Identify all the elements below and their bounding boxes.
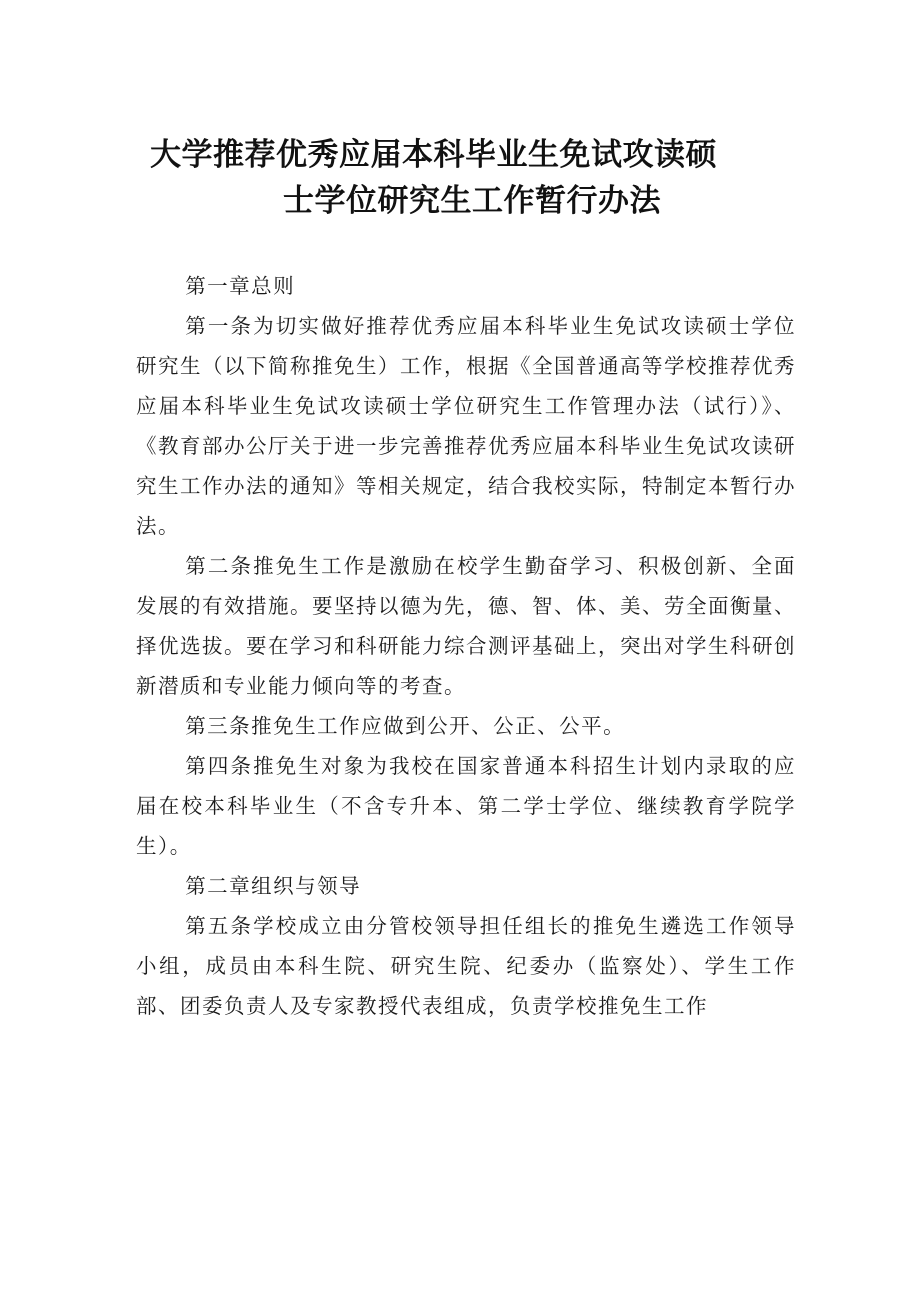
document-title	[0, 132, 920, 224]
title-line-2: 士学位研究生工作暂行办法	[283, 183, 661, 219]
article-3: 第三条推免生工作应做到公开、公正、公平。	[185, 714, 626, 738]
document-body	[136, 266, 796, 1026]
title-line-1: 大学推荐优秀应届本科毕业生免试攻读硕	[150, 137, 717, 173]
article-4: 第四条推免生对象为我校在国家普通本科招生计划内录取的应届在校本科毕业生（不含专升本、第二学士学位、继续教育学院学生）。	[136, 754, 796, 858]
article-1: 第一条为切实做好推荐优秀应届本科毕业生免试攻读硕士学位研究生（以下简称推免生）工作，根据《全国普通高等学校推荐优秀应届本科毕业生免试攻读硕士学位研究生工作管理办法（试行）》、《教育部办公厅关于进一步完善推荐优秀应届本科毕业生免试攻读研究生工作办法的通知》等相关规定，结合我校实际，特制定本暂行办法。	[136, 314, 796, 538]
article-2: 第二条推免生工作是激励在校学生勤奋学习、积极创新、全面发展的有效措施。要坚持以德为先，德、智、体、美、劳全面衡量、择优选拔。要在学习和科研能力综合测评基础上，突出对学生科研创新潜质和专业能力倾向等的考查。	[136, 554, 796, 698]
article-5: 第五条学校成立由分管校领导担任组长的推免生遴选工作领导小组，成员由本科生院、研究生院、纪委办（监察处）、学生工作部、团委负责人及专家教授代表组成，负责学校推免生工作	[136, 914, 796, 1018]
chapter-heading-2: 第二章组织与领导	[185, 874, 362, 898]
chapter-heading-1: 第一章总则	[185, 274, 296, 298]
